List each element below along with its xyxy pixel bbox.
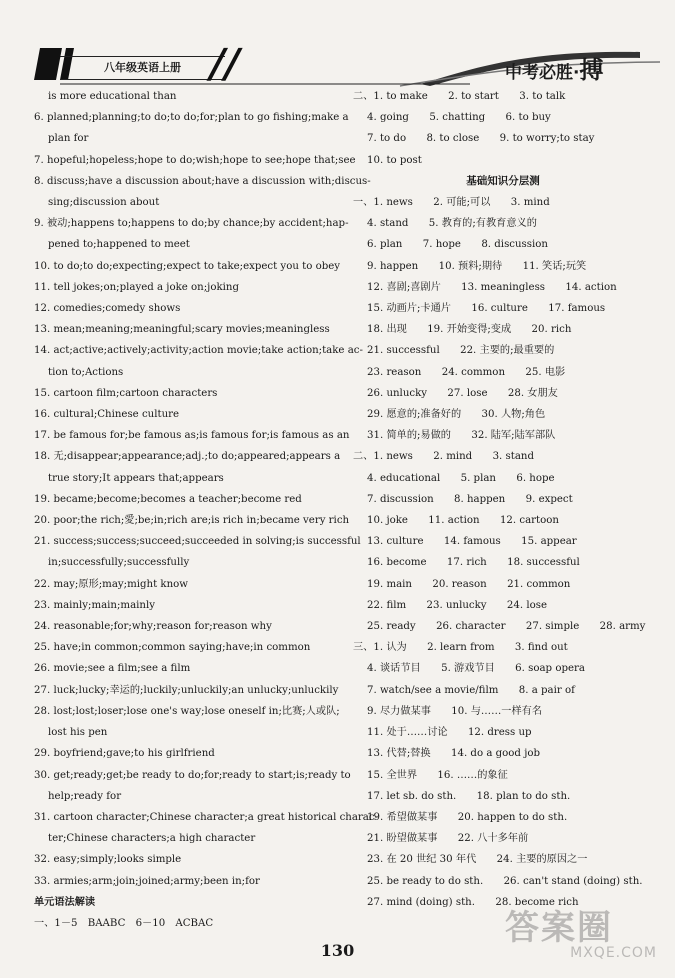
answer-line: 16. become 17. rich 18. successful — [367, 557, 580, 569]
answer-line: 19. 希望做某事 20. happen to do sth. — [367, 811, 568, 823]
right-answer-column — [353, 86, 653, 913]
answer-line: 7. hopeful;hopeless;hope to do;wish;hope to see;hope that;see — [34, 154, 356, 166]
answer-line: is more educational than — [48, 91, 177, 102]
answer-line: 4. 谈话节目 5. 游戏节目 6. soap opera — [367, 663, 585, 675]
answer-line: ter;Chinese characters;a high character — [48, 833, 256, 845]
answer-line: 23. reason 24. common 25. 电影 — [367, 366, 566, 378]
answer-line: 一、1－5 BAABC 6－10 ACBAC — [34, 917, 214, 929]
answer-line: 4. going 5. chatting 6. to buy — [367, 112, 551, 124]
answer-line: 9. happen 10. 预料;期待 11. 笑话;玩笑 — [367, 260, 587, 272]
answer-line: 23. 在 20 世纪 30 年代 24. 主要的原因之一 — [367, 854, 588, 866]
answer-line: 25. be ready to do sth. 26. can't stand (doing) sth. — [367, 875, 643, 887]
answer-line: 29. 愿意的;准备好的 30. 人物;角色 — [367, 409, 546, 421]
answer-line: 26. movie;see a film;see a film — [34, 663, 191, 675]
answer-line: 11. tell jokes;on;played a joke on;joking — [34, 281, 239, 293]
answer-line: 10. joke 11. action 12. cartoon — [367, 515, 559, 527]
answer-line: 13. culture 14. famous 15. appear — [367, 536, 577, 548]
answer-line: 一、1. news 2. 可能;可以 3. mind — [353, 197, 550, 209]
answer-line: 17. be famous for;be famous as;is famous for;is famous as an — [34, 430, 350, 442]
answer-line: 17. let sb. do sth. 18. plan to do sth. — [367, 790, 571, 802]
answer-line: 12. comedies;comedy shows — [34, 303, 181, 315]
answer-line: 4. educational 5. plan 6. hope — [367, 472, 555, 484]
answer-line: 30. get;ready;get;be ready to do;for;ready to start;is;ready to — [34, 769, 351, 781]
answer-line: 15. 动画片;卡通片 16. culture 17. famous — [367, 303, 606, 315]
answer-line: 6. planned;planning;to do;to do;for;plan to go fishing;make a — [34, 112, 349, 124]
series-title-big: 搏 — [579, 56, 604, 84]
answer-line: true story;It appears that;appears — [48, 472, 224, 484]
answer-line: 三、1. 认为 2. learn from 3. find out — [353, 642, 568, 654]
answer-line: 24. reasonable;for;why;reason for;reason why — [34, 621, 272, 633]
answer-line: sing;discussion about — [48, 197, 160, 209]
answer-line: 27. mind (doing) sth. 28. become rich — [367, 896, 579, 908]
answer-line: 9. 尽力做某事 10. 与……一样有名 — [367, 705, 543, 717]
answer-line: 15. cartoon film;cartoon characters — [34, 387, 218, 399]
answer-line: 31. cartoon character;Chinese character;a great historical charac- — [34, 811, 379, 823]
answer-line: 25. ready 26. character 27. simple 28. army — [367, 621, 646, 633]
series-title — [505, 56, 655, 84]
answer-line: 22. may;原形;may;might know — [34, 578, 189, 590]
answer-line: 27. luck;lucky;幸运的;luckily;unluckily;an unlucky;unluckily — [34, 684, 339, 696]
answer-line: 9. 被动;happens to;happens to do;by chance;by accident;hap- — [34, 218, 349, 230]
answer-line: 31. 简单的;易做的 32. 陆军;陆军部队 — [367, 430, 556, 442]
left-answer-column — [34, 86, 379, 934]
answer-line: 二、1. to make 2. to start 3. to talk — [353, 91, 566, 102]
answer-line: tion to;Actions — [48, 366, 124, 378]
answer-line: 21. 盼望做某事 22. 八十多年前 — [367, 833, 529, 845]
answer-line: 26. unlucky 27. lose 28. 女朋友 — [367, 387, 558, 399]
answer-line: lost his pen — [48, 727, 108, 739]
answer-line: 10. to do;to do;expecting;expect to take;expect you to obey — [34, 260, 341, 272]
answer-line: 21. successful 22. 主要的;最重要的 — [367, 345, 555, 357]
answer-line: 13. mean;meaning;meaningful;scary movies;meaningless — [34, 324, 330, 336]
answer-line: 19. became;become;becomes a teacher;become red — [34, 493, 302, 505]
page-number: 130 — [320, 941, 355, 960]
answer-line: 8. discuss;have a discussion about;have a discussion with;discus- — [34, 175, 371, 187]
answer-line: 7. watch/see a movie/film 8. a pair of — [367, 684, 575, 696]
answer-line: 21. success;success;succeed;succeeded in solving;is successful — [34, 536, 361, 548]
answer-line: 12. 喜剧;喜剧片 13. meaningless 14. action — [367, 281, 617, 293]
answer-line: help;ready for — [48, 790, 122, 802]
answer-line: 10. to post — [367, 154, 422, 166]
answer-line: 7. discussion 8. happen 9. expect — [367, 493, 573, 505]
watermark-logo — [505, 900, 665, 972]
answer-line: 二、1. news 2. mind 3. stand — [353, 451, 535, 463]
answer-line: 18. 无;disappear;appearance;adj.;to do;appeared;appears a — [34, 451, 341, 463]
answer-line: 6. plan 7. hope 8. discussion — [367, 239, 548, 251]
answer-line: 7. to do 8. to close 9. to worry;to stay — [367, 133, 595, 145]
watermark-text: 答案圈 — [505, 908, 613, 948]
answer-line: 20. poor;the rich;愛;be;in;rich are;is rich in;became very rich — [34, 515, 350, 527]
page-header — [0, 0, 675, 92]
subsection-heading: 单元语法解读 — [34, 896, 96, 908]
answer-line: 19. main 20. reason 21. common — [367, 578, 571, 590]
answer-line: 29. boyfriend;gave;to his girlfriend — [34, 748, 215, 760]
answer-line: 25. have;in common;common saying;have;in common — [34, 642, 311, 654]
answer-line: 4. stand 5. 教育的;有教育意义的 — [367, 218, 537, 230]
slash-decoration: // — [205, 41, 245, 87]
answer-line: 11. 处于……讨论 12. dress up — [367, 727, 532, 739]
answer-line: plan for — [48, 133, 89, 145]
answer-line: 14. act;active;actively;activity;action movie;take action;take ac- — [34, 345, 363, 357]
answer-line: 16. cultural;Chinese culture — [34, 409, 180, 421]
answer-line: 33. armies;arm;join;joined;army;been in;for — [34, 875, 260, 887]
series-title-main: 中考必胜· — [505, 63, 580, 83]
book-title: 八年级英语上册 — [60, 56, 225, 80]
answer-line: 28. lost;lost;loser;lose one's way;lose oneself in;比赛;人或队; — [34, 705, 340, 717]
answer-line: 18. 出现 19. 开始变得;变成 20. rich — [367, 324, 572, 336]
answer-line: 22. film 23. unlucky 24. lose — [367, 599, 548, 611]
answer-line: 32. easy;simply;looks simple — [34, 854, 182, 866]
answer-line: 15. 全世界 16. ……的象征 — [367, 769, 508, 781]
section-heading: 基础知识分层测 — [466, 174, 540, 187]
answer-line: 13. 代替;替换 14. do a good job — [367, 748, 541, 760]
answer-line: pened to;happened to meet — [48, 239, 190, 251]
answer-line: in;successfully;successfully — [48, 557, 190, 569]
watermark-url: MXQE.COM — [570, 945, 657, 961]
answer-line: 23. mainly;main;mainly — [34, 599, 155, 611]
